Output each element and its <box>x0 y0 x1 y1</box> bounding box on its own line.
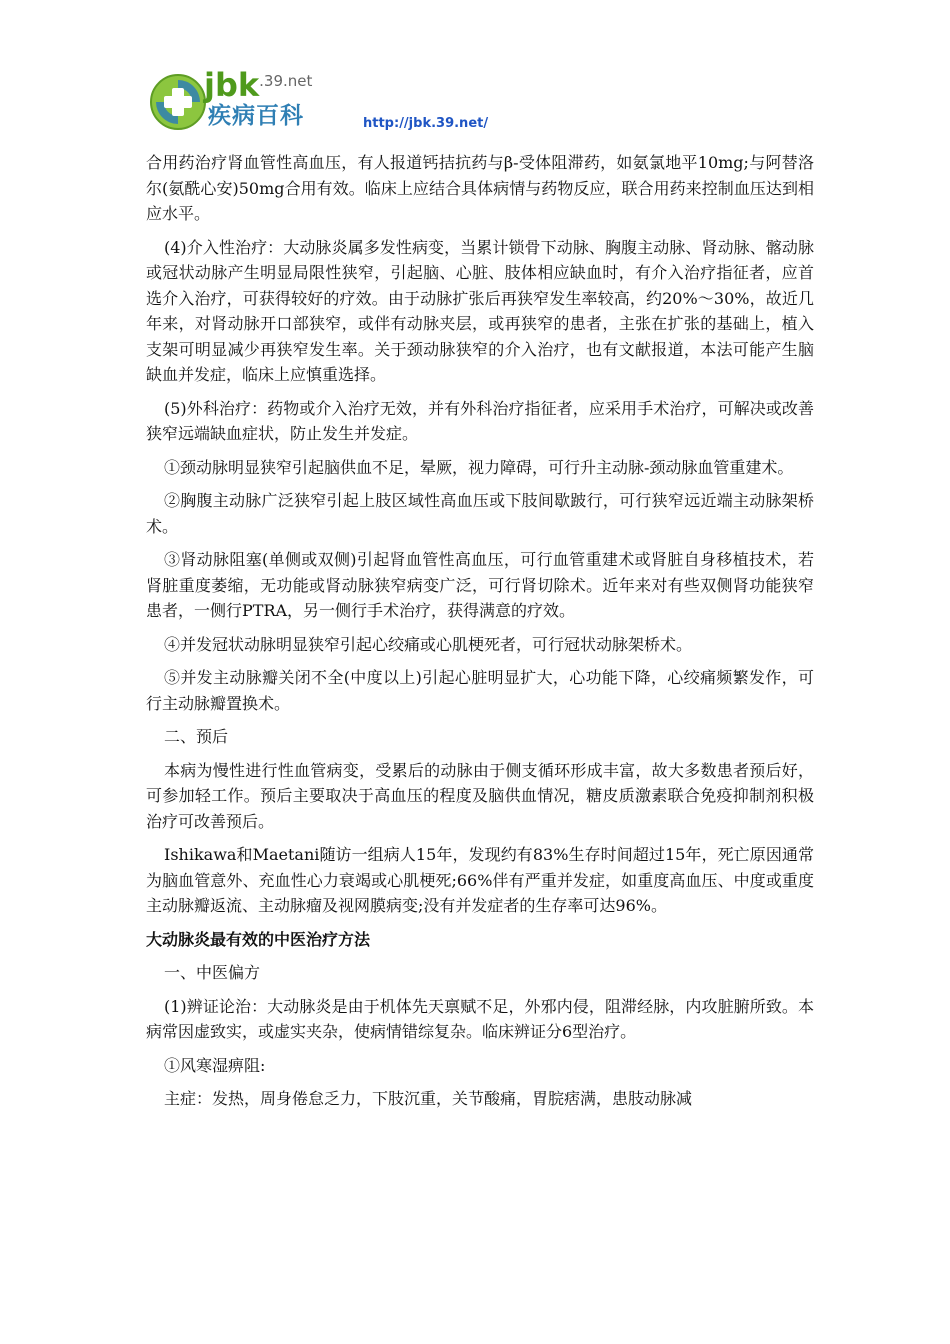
logo-site-name: 疾病百科 <box>208 103 304 129</box>
paragraph: Ishikawa和Maetani随访一组病人15年，发现约有83%生存时间超过15年，死亡原因通常为脑血管意外、充血性心力衰竭或心肌梗死;66%伴有严重并发症，如重度高血压、中度或重度主动脉瓣返流、主动脉瘤及视网膜病变;没有并发症者的生存率可达96%。 <box>146 845 814 915</box>
paragraph: (1)辨证论治：大动脉炎是由于机体先天禀赋不足，外邪内侵，阻滞经脉，内攻脏腑所致。本病常因虚致实，或虚实夹杂，使病情错综复杂。临床辨证分6型治疗。 <box>146 996 814 1041</box>
logo-brand-text: jbk$^{.39.net}$ <box>204 66 313 104</box>
paragraph: 主症：发热，周身倦怠乏力，下肢沉重，关节酸痛，胃脘痞满，患肢动脉减 <box>164 1089 693 1108</box>
section-title: 大动脉炎最有效的中医治疗方法 <box>146 929 371 949</box>
paragraph: 合用药治疗肾血管性高血压，有人报道钙拮抗药与β-受体阻滞药，如氨氯地平10mg;与阿替洛尔(氨酰心安)50mg合用有效。临床上应结合具体病情与药物反应，联合用药来控制血压达到相应水平。 <box>146 153 814 223</box>
paragraph: ①风寒湿痹阻: <box>164 1055 266 1075</box>
paragraph: 本病为慢性进行性血管病变，受累后的动脉由于侧支循环形成丰富，故大多数患者预后好，可参加轻工作。预后主要取决于高血压的程度及脑供血情况，糖皮质激素联合免疫抑制剂积极治疗可改善预后。 <box>146 760 814 831</box>
paragraph: ③肾动脉阻塞(单侧或双侧)引起肾血管性高血压，可行血管重建术或肾脏自身移植技术，若肾脏重度萎缩，无功能或肾动脉狭窄病变广泛，可行肾切除术。近年来对有些双侧肾功能狭窄患者，一侧行PTRA，另一侧行手术治疗，获得满意的疗效。 <box>146 550 814 620</box>
paragraph: ⑤并发主动脉瓣关闭不全(中度以上)引起心脏明显扩大，心功能下降，心绞痛频繁发作，可行主动脉瓣置换术。 <box>146 668 814 713</box>
paragraph: ②胸腹主动脉广泛狭窄引起上肢区域性高血压或下肢间歇跛行，可行狭窄远近端主动脉架桥术。 <box>146 491 814 536</box>
paragraph: (5)外科治疗：药物或介入治疗无效，并有外科治疗指征者，应采用手术治疗，可解决或改善狭窄远端缺血症状，防止发生并发症。 <box>146 398 814 443</box>
article-body <box>146 150 814 1120</box>
site-url-link[interactable]: http://jbk.39.net/ <box>363 116 489 131</box>
paragraph: (4)介入性治疗：大动脉炎属多发性病变，当累计锁骨下动脉、胸腹主动脉、肾动脉、髂动脉或冠状动脉产生明显局限性狭窄，引起脑、心脏、肢体相应缺血时，有介入治疗指征者，应首选介入治疗，可获得较好的疗效。由于动脉扩张后再狭窄发生率较高，约20%～30%，故近几年来，对肾动脉开口部狭窄，或伴有动脉夹层，或再狭窄的患者，主张在扩张的基础上，植入支架可明显减少再狭窄发生率。关于颈动脉狭窄的介入治疗，也有文献报道，本法可能产生脑缺血并发症，临床上应慎重选择。 <box>146 237 814 384</box>
subheading-prognosis: 二、预后 <box>164 727 229 746</box>
subheading-tcm-remedies: 一、中医偏方 <box>164 963 261 982</box>
site-logo[interactable] <box>148 66 318 132</box>
paragraph: ④并发冠状动脉明显狭窄引起心绞痛或心肌梗死者，可行冠状动脉架桥术。 <box>164 634 693 654</box>
paragraph: ①颈动脉明显狭窄引起脑供血不足，晕厥，视力障碍，可行升主动脉-颈动脉血管重建术。 <box>164 457 794 477</box>
medical-cross-logo-icon <box>148 72 208 132</box>
